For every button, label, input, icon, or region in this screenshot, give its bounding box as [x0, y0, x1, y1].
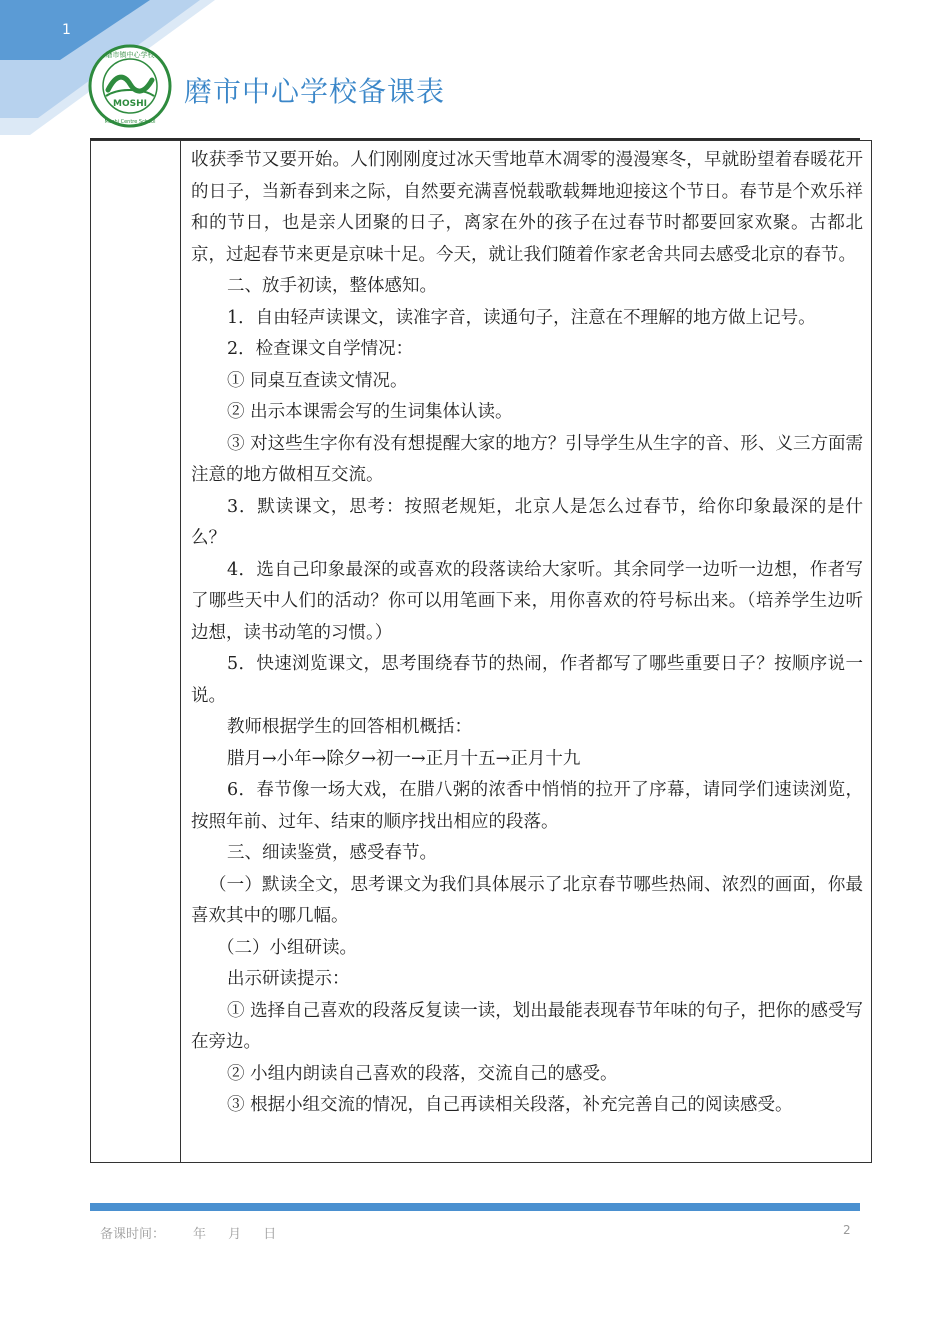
list-item: ③ 对这些生字你有没有想提醒大家的地方？引导学生从生字的音、形、义三方面需注意的地方做相互交流。	[191, 433, 863, 485]
footer-date: 年 月 日	[193, 1227, 277, 1242]
footer-label: 备课时间：	[100, 1227, 166, 1242]
table-left-column	[91, 141, 181, 1162]
list-item: 5．快速浏览课文，思考围绕春节的热闹，作者都写了哪些重要日子？按顺序说一说。	[191, 654, 863, 706]
paragraph: 出示研读提示：	[227, 969, 350, 989]
list-item: ① 选择自己喜欢的段落反复读一读，划出最能表现春节年味的句子，把你的感受写在旁边。	[191, 1000, 863, 1052]
school-logo-icon	[88, 44, 172, 128]
list-item: 2．检查课文自学情况：	[227, 339, 414, 359]
section-heading-3: 三、细读鉴赏，感受春节。	[227, 843, 437, 863]
table-content-cell	[181, 141, 871, 1162]
list-item: ① 同桌互查读文情况。	[227, 370, 408, 391]
list-item: 4．选自己印象最深的或喜欢的段落读给大家听。其余同学一边听一边想，作者写了哪些天中人们的活动？你可以用笔画下来，用你喜欢的符号标出来。（培养学生边听边想，读书动笔的习惯。）	[191, 559, 863, 643]
school-title: 磨市中心学校备课表	[184, 75, 446, 108]
lesson-plan-table	[90, 140, 872, 1163]
footer-bar	[90, 1203, 860, 1211]
svg-text:Moshi Centre School: Moshi Centre School	[104, 119, 156, 125]
paragraph: 教师根据学生的回答相机概括：	[227, 717, 472, 737]
list-item: 3．默读课文，思考：按照老规矩，北京人是怎么过春节，给你印象最深的是什么？	[191, 496, 863, 548]
svg-text:磨市镇中心学校: 磨市镇中心学校	[105, 51, 155, 59]
svg-text:MOSHI: MOSHI	[113, 99, 147, 109]
list-item: 1．自由轻声读课文，读准字音，读通句子，注意在不理解的地方做上记号。	[227, 307, 816, 328]
section-heading-2: 二、放手初读，整体感知。	[227, 276, 437, 296]
list-item: 6．春节像一场大戏，在腊八粥的浓香中悄悄的拉开了序幕，请同学们速读浏览，按照年前、过年、结束的顺序找出相应的段落。	[191, 780, 863, 832]
header-page-number: 1	[62, 22, 71, 38]
list-item: （一）默读全文，思考课文为我们具体展示了北京春节哪些热闹、浓烈的画面，你最喜欢其中的哪几幅。	[191, 874, 863, 926]
list-item: （二）小组研读。	[217, 937, 357, 958]
list-item: ③ 根据小组交流的情况，自己再读相关段落，补充完善自己的阅读感受。	[227, 1095, 793, 1115]
list-item: ② 出示本课需会写的生词集体认读。	[227, 402, 513, 422]
list-item: ② 小组内朗读自己喜欢的段落，交流自己的感受。	[227, 1063, 618, 1084]
timeline-text: 腊月→小年→除夕→初一→正月十五→正月十九	[227, 748, 581, 769]
paragraph-intro: 收获季节又要开始。人们刚刚度过冰天雪地草木凋零的漫漫寒冬，早就盼望着春暖花开的日子，当新春到来之际，自然要充满喜悦载歌载舞地迎接这个节日。春节是个欢乐祥和的节日，也是亲人团聚的日子，离家在外的孩子在过春节时都要回家欢聚。古都北京，过起春节来更是京味十足。今天，就让我们随着作家老舍共同去感受北京的春节。	[191, 150, 863, 265]
footer-page-number: 2	[843, 1223, 851, 1237]
